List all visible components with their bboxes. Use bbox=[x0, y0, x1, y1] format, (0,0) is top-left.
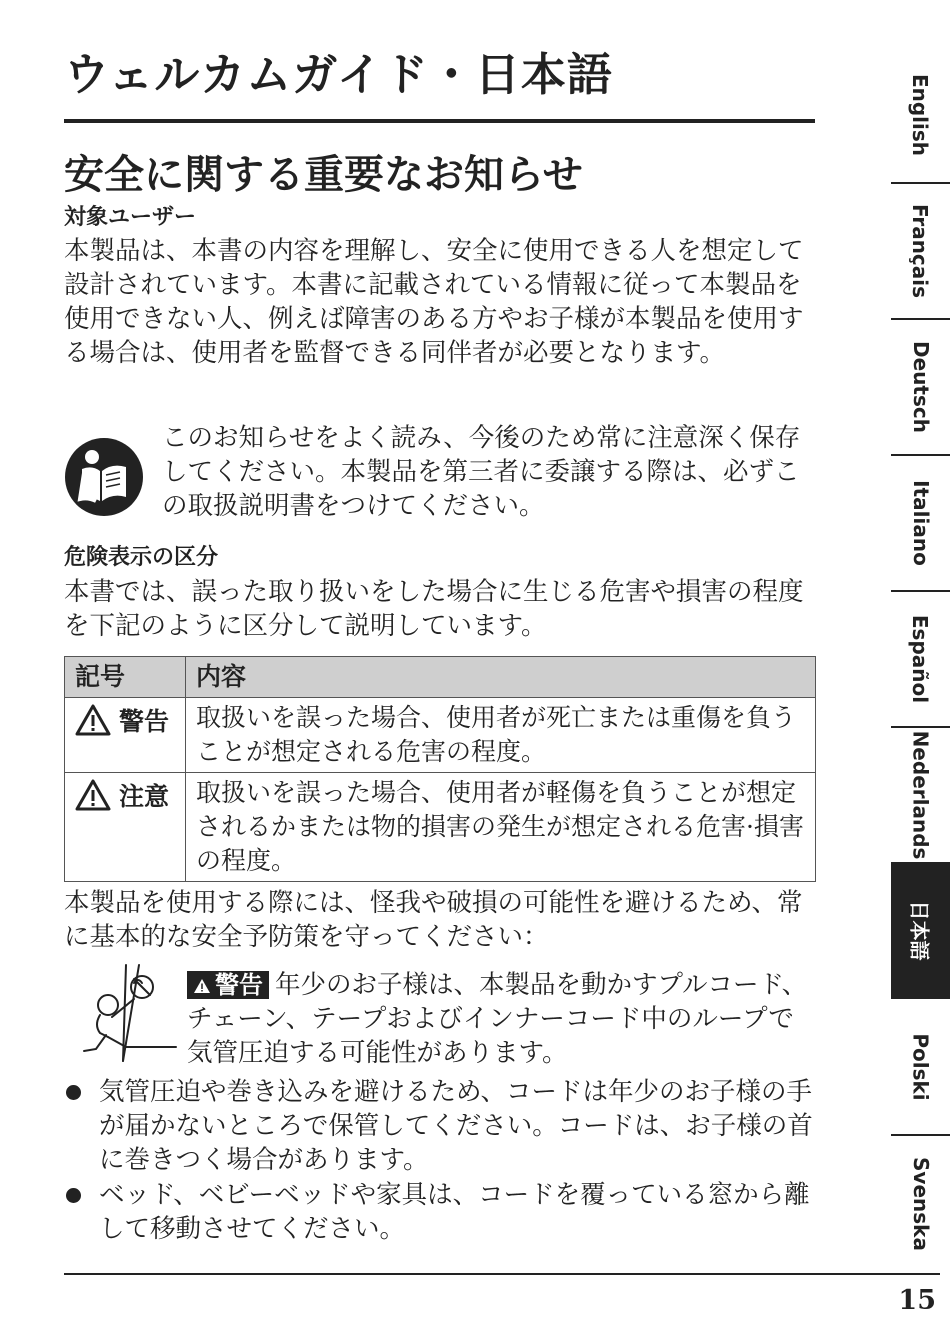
warning-triangle-icon bbox=[193, 978, 211, 994]
section-title: 安全に関する重要なお知らせ bbox=[64, 152, 583, 198]
table-row bbox=[65, 698, 816, 773]
hazard-label-warning: 警告 bbox=[119, 707, 170, 736]
list-item bbox=[64, 1075, 816, 1177]
hazard-heading: 危険表示の区分 bbox=[64, 545, 219, 570]
language-tabs bbox=[891, 48, 950, 1253]
language-tab-label: Italiano bbox=[908, 480, 933, 566]
cord-warning-label-text: 警告 bbox=[215, 970, 263, 999]
warning-triangle-icon bbox=[75, 704, 111, 736]
language-tab-svenska[interactable] bbox=[891, 1136, 950, 1272]
table-row bbox=[65, 773, 816, 882]
read-manual-icon bbox=[64, 437, 144, 517]
title-divider bbox=[64, 119, 815, 123]
language-tab-francais[interactable] bbox=[891, 184, 950, 320]
page-title: ウェルカムガイド・日本語 bbox=[64, 48, 613, 101]
table-header-content: 内容 bbox=[186, 657, 816, 698]
warning-triangle-icon bbox=[75, 779, 111, 811]
language-tab-nederlands[interactable] bbox=[891, 728, 950, 864]
language-tab-japanese[interactable] bbox=[891, 863, 950, 999]
cord-warning bbox=[187, 968, 819, 1070]
language-tab-label: Nederlands bbox=[908, 730, 933, 860]
table-header-row bbox=[65, 657, 816, 698]
language-tab-label: Deutsch bbox=[908, 341, 933, 433]
language-tab-label: Français bbox=[908, 203, 933, 299]
page-number: 15 bbox=[898, 1285, 936, 1316]
target-users-heading: 対象ユーザー bbox=[64, 205, 197, 230]
hazard-table bbox=[64, 656, 816, 882]
language-tab-deutsch[interactable] bbox=[891, 320, 950, 456]
bullet-dot bbox=[66, 1085, 81, 1100]
language-tab-label: Español bbox=[908, 614, 933, 704]
cord-warning-text: 年少のお子様は、本製品を動かすプルコード、チェーン、テープおよびインナーコード中のループで気管圧迫する可能性があります。 bbox=[187, 970, 808, 1068]
precautions-intro: 本製品を使用する際には、怪我や破損の可能性を避けるため、常に基本的な安全予防策を守ってください： bbox=[64, 888, 803, 952]
language-tab-label: English bbox=[908, 73, 933, 157]
list-item bbox=[64, 1178, 816, 1246]
cord-warning-label bbox=[187, 971, 269, 999]
table-cell-content: 取扱いを誤った場合、使用者が軽傷を負うことが想定されるかまたは物的損害の発生が想定される危害·損害の程度。 bbox=[186, 773, 816, 882]
language-tab-label: Svenska bbox=[908, 1157, 933, 1251]
language-tab-label: Polski bbox=[908, 1033, 933, 1101]
footer-divider bbox=[64, 1273, 940, 1275]
bullet-dot bbox=[66, 1188, 81, 1203]
list-item-text: 気管圧迫や巻き込みを避けるため、コードは年少のお子様の手が届かないところで保管してください。コードは、お子様の首に巻きつく場合があります。 bbox=[99, 1077, 813, 1175]
child-cord-hazard-icon bbox=[66, 963, 178, 1065]
table-cell-symbol bbox=[65, 698, 186, 773]
hazard-intro: 本書では、誤った取り扱いをした場合に生じる危害や損害の程度を下記のように区分して説明しています。 bbox=[64, 577, 804, 641]
language-tab-label: 日本語 bbox=[907, 900, 931, 960]
target-users-text: 本製品は、本書の内容を理解し、安全に使用できる人を想定して設計されています。本書に記載されている情報に従って本製品を使用できない人、例えば障害のある方やお子様が本製品を使用する場合は、使用者を監督できる同伴者が必要となります。 bbox=[64, 236, 804, 368]
table-cell-symbol bbox=[65, 773, 186, 882]
hazard-label-caution: 注意 bbox=[119, 782, 170, 811]
language-tab-espanol[interactable] bbox=[891, 592, 950, 728]
table-header-symbol: 記号 bbox=[65, 657, 186, 698]
notice-text: このお知らせをよく読み、今後のため常に注意深く保存してください。本製品を第三者に委譲する際は、必ずこの取扱説明書をつけてください。 bbox=[162, 423, 801, 521]
table-cell-content: 取扱いを誤った場合、使用者が死亡または重傷を負うことが想定される危害の程度。 bbox=[186, 698, 816, 773]
language-tab-italiano[interactable] bbox=[891, 456, 950, 592]
list-item-text: ベッド、ベビーベッドや家具は、コードを覆っている窓から離して移動させてください。 bbox=[99, 1180, 810, 1244]
precaution-list bbox=[64, 1075, 816, 1247]
language-tab-english[interactable] bbox=[891, 48, 950, 184]
language-tab-polski[interactable] bbox=[891, 1000, 950, 1136]
